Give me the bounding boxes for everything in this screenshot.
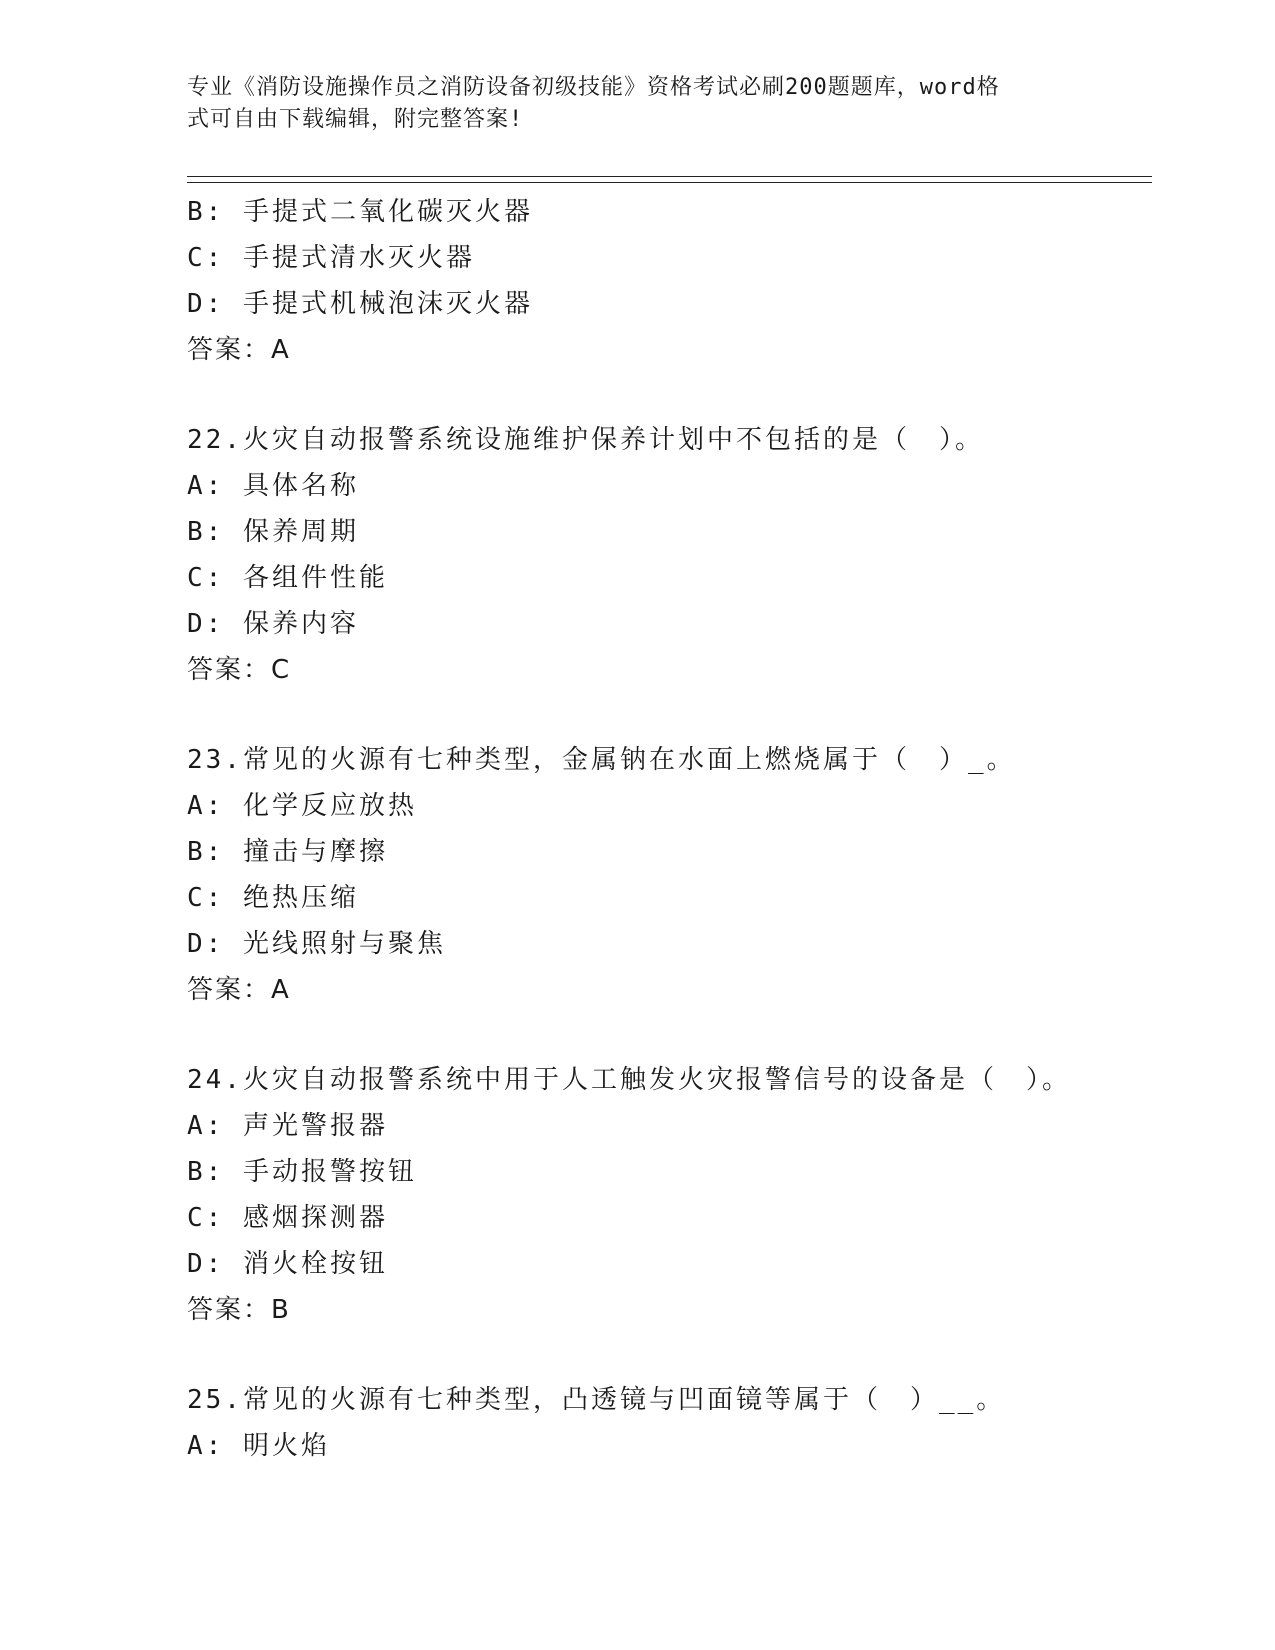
spacer [187, 1333, 1147, 1377]
question-21-continued [187, 189, 1147, 373]
option-b: B: 撞击与摩擦 [187, 837, 388, 867]
option-a: A: 化学反应放热 [187, 791, 417, 821]
spacer [187, 373, 1147, 417]
answer: 答案：A [187, 975, 291, 1005]
option-b: B: 手提式二氧化碳灭火器 [187, 197, 533, 227]
question-25 [187, 1377, 1147, 1469]
question-stem: 22.火灾自动报警系统设施维护保养计划中不包括的是（ ）。 [187, 425, 984, 455]
option-b: B: 手动报警按钮 [187, 1157, 417, 1187]
option-a: A: 明火焰 [187, 1431, 330, 1461]
document-header [187, 72, 1067, 136]
option-d: D: 光线照射与聚焦 [187, 929, 446, 959]
option-d: D: 保养内容 [187, 609, 359, 639]
option-c: C: 手提式清水灭火器 [187, 243, 475, 273]
question-stem: 24.火灾自动报警系统中用于人工触发火灾报警信号的设备是（ ）。 [187, 1065, 1071, 1095]
question-stem: 23.常见的火源有七种类型，金属钠在水面上燃烧属于（ ）_。 [187, 745, 1016, 775]
option-a: A: 声光警报器 [187, 1111, 388, 1141]
answer: 答案：C [187, 655, 292, 685]
question-list [187, 189, 1147, 1469]
option-a: A: 具体名称 [187, 471, 359, 501]
question-stem: 25.常见的火源有七种类型，凸透镜与凹面镜等属于（ ）__。 [187, 1385, 1006, 1415]
question-23 [187, 737, 1147, 1013]
question-22 [187, 417, 1147, 693]
header-line-1: 专业《消防设施操作员之消防设备初级技能》资格考试必刷200题题库，word格 [187, 75, 1000, 100]
spacer [187, 693, 1147, 737]
answer: 答案：B [187, 1295, 291, 1325]
option-c: C: 绝热压缩 [187, 883, 359, 913]
question-24 [187, 1057, 1147, 1333]
option-c: C: 感烟探测器 [187, 1203, 388, 1233]
option-b: B: 保养周期 [187, 517, 359, 547]
spacer [187, 1013, 1147, 1057]
option-c: C: 各组件性能 [187, 563, 388, 593]
header-line-2: 式可自由下载编辑，附完整答案! [187, 107, 524, 132]
option-d: D: 手提式机械泡沫灭火器 [187, 289, 533, 319]
option-d: D: 消火栓按钮 [187, 1249, 388, 1279]
answer: 答案：A [187, 335, 291, 365]
header-divider [187, 176, 1152, 183]
